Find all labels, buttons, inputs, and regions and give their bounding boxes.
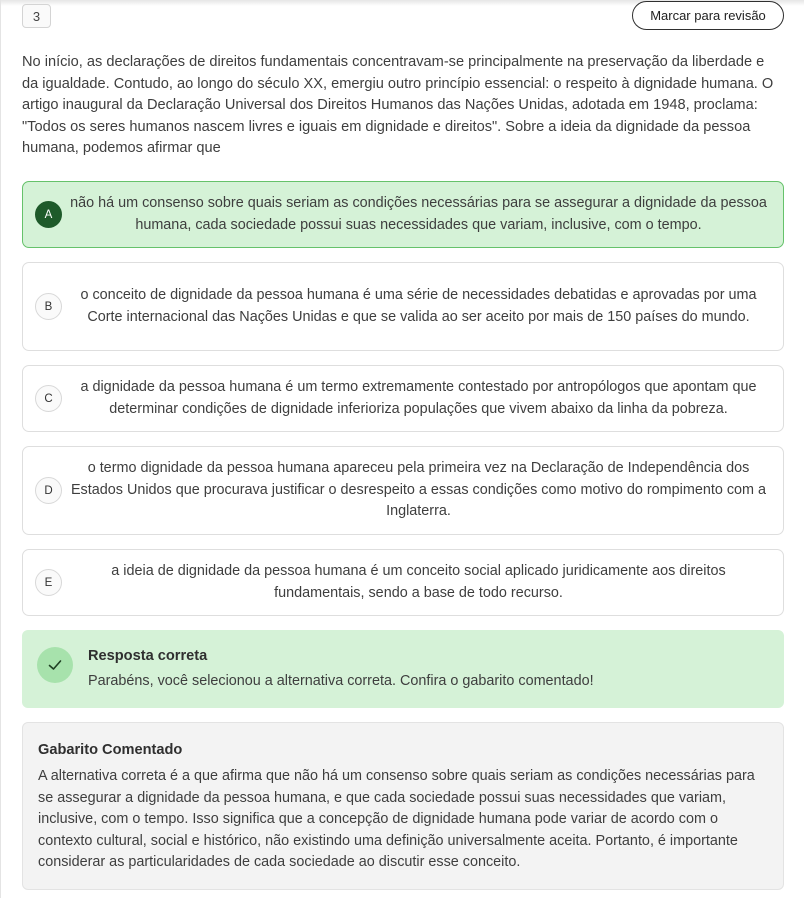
option-text: o termo dignidade da pessoa humana apareceu pela primeira vez na Declaração de Independência dos Estados Unidos que procurava justificar o desrespeito a essas condições como motivo do rompimento com a Inglaterra. bbox=[70, 460, 767, 520]
option-c[interactable] bbox=[22, 365, 784, 432]
feedback-text: Parabéns, você selecionou a alternativa correta. Confira o gabarito comentado! bbox=[88, 673, 594, 689]
option-d[interactable] bbox=[22, 446, 784, 535]
commented-answer-title: Gabarito Comentado bbox=[38, 742, 183, 758]
check-icon bbox=[37, 647, 73, 683]
option-a[interactable] bbox=[22, 181, 784, 248]
option-letter-badge: B bbox=[35, 293, 62, 320]
question-statement: No início, as declarações de direitos fundamentais concentravam-se principalmente na preservação da liberdade e da igualdade. Contudo, ao longo do século XX, emergiu outro princípio essencial: o respeito à dignidade humana. O artigo inaugural da Declaração Universal dos Direitos Humanos das Nações Unidas, adotada em 1948, proclama: "Todos os seres humanos nascem livres e iguais em dignidade e direitos". Sobre a ideia da dignidade da pessoa humana, podemos afirmar que bbox=[22, 54, 774, 156]
left-border bbox=[0, 0, 1, 898]
option-e[interactable] bbox=[22, 549, 784, 616]
option-letter-badge: C bbox=[35, 385, 62, 412]
feedback-title: Resposta correta bbox=[88, 648, 208, 664]
correct-answer-feedback bbox=[22, 630, 784, 708]
option-text: não há um consenso sobre quais seriam as condições necessárias para se assegurar a dignidade da pessoa humana, cada sociedade possui suas necessidades que variam, inclusive, com o tempo. bbox=[70, 195, 767, 233]
mark-for-review-button[interactable]: Marcar para revisão bbox=[632, 1, 784, 30]
option-letter-badge: E bbox=[35, 569, 62, 596]
option-letter-badge: D bbox=[35, 477, 62, 504]
option-b[interactable] bbox=[22, 262, 784, 351]
commented-answer-panel bbox=[22, 722, 784, 890]
question-number-badge: 3 bbox=[22, 4, 51, 28]
option-letter-badge: A bbox=[35, 201, 62, 228]
option-text: a dignidade da pessoa humana é um termo extremamente contestado por antropólogos que apontam que determinar condições de dignidade inferioriza populações que vivem abaixo da linha da pobreza. bbox=[80, 379, 757, 417]
option-text: o conceito de dignidade da pessoa humana é uma série de necessidades debatidas e aprovadas por uma Corte internacional das Nações Unidas e que se valida ao ser aceito por mais de 150 países do mundo. bbox=[80, 287, 757, 325]
option-text: a ideia de dignidade da pessoa humana é um conceito social aplicado juridicamente aos direitos fundamentais, sendo a base de todo recurso. bbox=[111, 563, 726, 601]
commented-answer-text: A alternativa correta é a que afirma que não há um consenso sobre quais seriam as condições necessárias para se assegurar a dignidade da pessoa humana, e que cada sociedade possui suas necessidades que variam, inclusive, com o tempo. Isso significa que a concepção de dignidade humana pode variar de acordo com o contexto cultural, social e histórico, não existindo uma definição universalmente aceita. Portanto, é importante considerar as particularidades de cada sociedade ao discutir esse conceito. bbox=[38, 768, 755, 870]
